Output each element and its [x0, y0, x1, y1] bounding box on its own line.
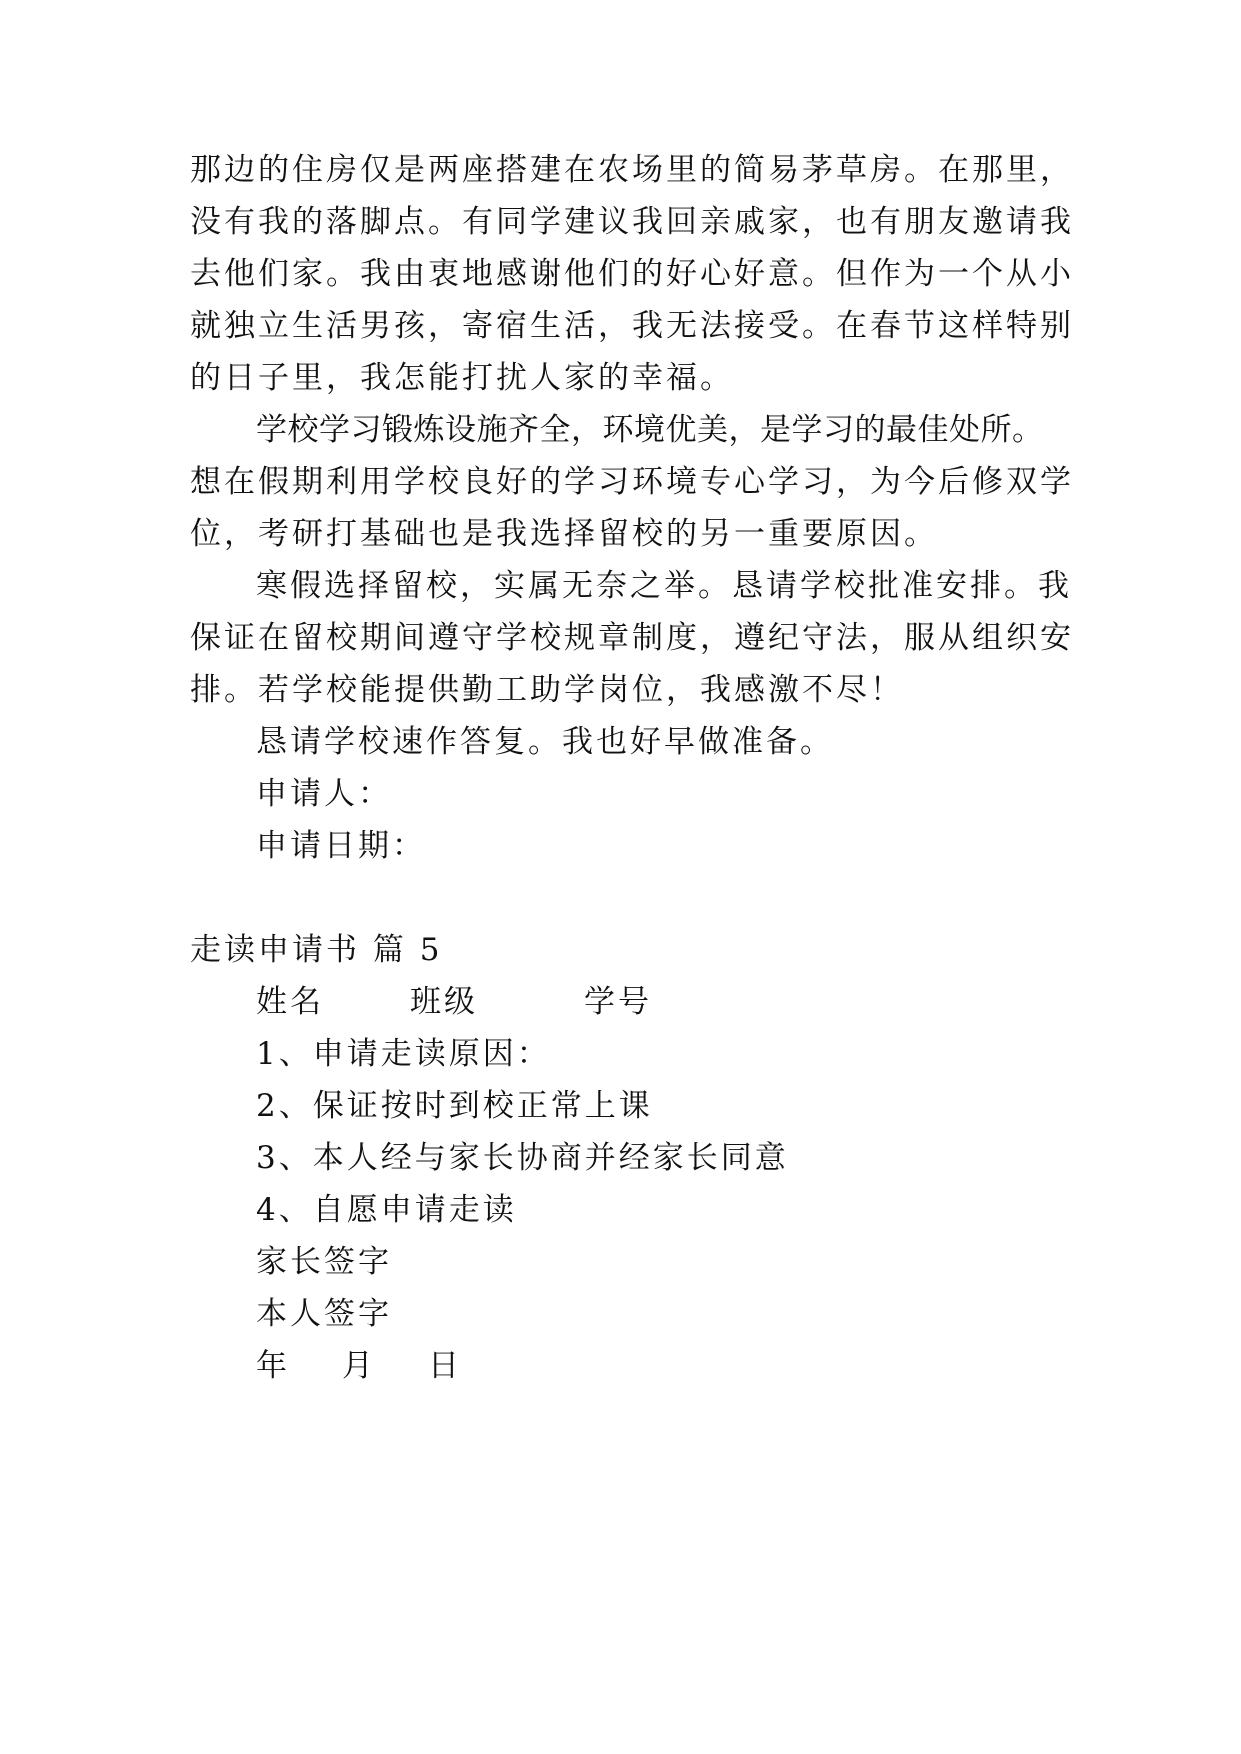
paragraph3-line2: 保证在留校期间遵守学校规章制度，遵纪守法，服从组织安	[190, 620, 1074, 656]
paragraph1-line3: 去他们家。我由衷地感谢他们的好心好意。但作为一个从小	[190, 256, 1074, 292]
paragraph2-line1: 学校学习锻炼设施齐全，环境优美，是学习的最佳处所。	[256, 412, 1044, 448]
paragraph3-line1: 寒假选择留校，实属无奈之举。恳请学校批准安排。我	[256, 568, 1072, 604]
paragraph1-line4: 就独立生活男孩，寄宿生活，我无法接受。在春节这样特别	[190, 308, 1074, 344]
student-id-field-label: 学号	[584, 984, 652, 1020]
self-signature-label: 本人签字	[256, 1296, 392, 1332]
date-month-label: 月	[342, 1348, 376, 1384]
list-item-1: 1、申请走读原因：	[256, 1036, 551, 1072]
paragraph2-line2: 想在假期利用学校良好的学习环境专心学习，为今后修双学	[190, 464, 1074, 500]
paragraph2-line3: 位，考研打基础也是我选择留校的另一重要原因。	[190, 516, 938, 552]
date-day-label: 日	[428, 1348, 462, 1384]
name-field-label: 姓名	[256, 984, 324, 1020]
list-item-2: 2、保证按时到校正常上课	[256, 1088, 653, 1124]
paragraph1-line1: 那边的住房仅是两座搭建在农场里的简易茅草房。在那里，	[190, 152, 1074, 188]
list-item-4: 4、自愿申请走读	[256, 1192, 517, 1228]
paragraph4: 恳请学校速作答复。我也好早做准备。	[256, 724, 834, 760]
parent-signature-label: 家长签字	[256, 1244, 392, 1280]
date-year-label: 年	[256, 1348, 290, 1384]
paragraph3-line3: 排。若学校能提供勤工助学岗位，我感激不尽！	[190, 672, 904, 708]
applicant-label: 申请人：	[256, 776, 392, 812]
list-item-3: 3、本人经与家长协商并经家长同意	[256, 1140, 789, 1176]
section5-title: 走读申请书 篇 5	[190, 932, 443, 968]
date-label: 申请日期：	[256, 828, 426, 864]
paragraph1-line2: 没有我的落脚点。有同学建议我回亲戚家，也有朋友邀请我	[190, 204, 1074, 240]
paragraph1-line5: 的日子里，我怎能打扰人家的幸福。	[190, 360, 734, 396]
class-field-label: 班级	[410, 984, 478, 1020]
